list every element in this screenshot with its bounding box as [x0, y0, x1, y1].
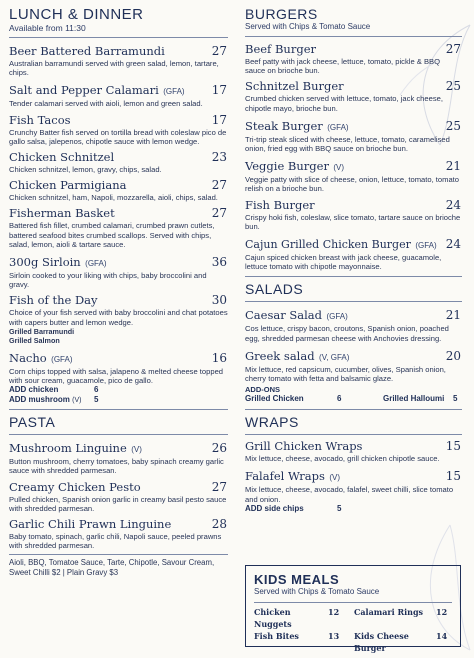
menu-item: [9, 517, 228, 550]
item-description: Chicken schnitzel, ham, Napoli, mozzarella, aioli, chips, salad.: [9, 193, 218, 203]
right-column: [245, 6, 462, 514]
add-on-name: ADD chicken: [9, 385, 59, 395]
menu-item: [9, 44, 228, 77]
add-on-name: ADD mushroom: [9, 395, 70, 405]
item-name: Veggie Burger: [245, 159, 329, 174]
addons-row: [245, 394, 462, 404]
menu-item: [245, 79, 462, 112]
item-price: 21: [445, 308, 461, 323]
item-tag: (V): [329, 473, 341, 483]
item-name: Chicken Parmigiana: [9, 178, 127, 193]
item-description: Australian barramundi served with green salad, lemon, tartare, chips.: [9, 59, 219, 78]
item-description: Baby tomato, spinach, garlic chili, Napoli sauce, peeled prawns with shredded parmesan.: [9, 532, 222, 551]
add-on-row: [245, 504, 462, 514]
burgers-subtitle: Served with Chips & Tomato Sauce: [245, 22, 371, 31]
sauces-note: Aioli, BBQ, Tomatoe Sauce, Tarte, Chipotle, Savour Cream, Sweet Chilli $2 | Plain Gravy $3: [9, 558, 215, 577]
item-name: Chicken Schnitzel: [9, 150, 115, 165]
section-divider: [245, 434, 462, 435]
item-name: Fisherman Basket: [9, 206, 115, 221]
item-tag: (V, GFA): [319, 352, 350, 362]
fish-option: Grilled Salmon: [9, 335, 60, 345]
item-name: Creamy Chicken Pesto: [9, 479, 141, 494]
item-name: Falafel Wraps: [245, 469, 325, 484]
section-divider: [9, 37, 228, 38]
item-price: 27: [211, 479, 227, 494]
section-divider: [9, 554, 228, 555]
item-price: 15: [445, 439, 461, 454]
kids-item-name: Calamari Rings: [354, 607, 424, 617]
kids-item-price: 14: [436, 631, 448, 641]
item-price: 26: [211, 441, 227, 456]
kids-item-price: 12: [436, 607, 448, 617]
menu-item: [245, 306, 462, 342]
kids-item-price: 13: [328, 631, 340, 641]
item-description: Crumbed chicken served with lettuce, tomato, jack cheese, chipotle mayo, brioche bun.: [245, 94, 443, 113]
kids-meals-box: [245, 565, 461, 653]
item-price: 24: [445, 197, 461, 212]
item-price: 25: [445, 118, 461, 133]
add-on-name: ADD side chips: [245, 503, 304, 513]
item-name: Beef Burger: [245, 42, 316, 56]
item-price: 17: [211, 83, 227, 98]
item-tag: (V): [333, 163, 345, 173]
item-description: Cos lettuce, crispy bacon, croutons, Spanish onion, poached egg, shredded parmesan cheese with Anchovies dressing.: [245, 324, 449, 343]
item-tag: (GFA): [415, 241, 437, 251]
item-price: 27: [211, 178, 227, 193]
item-price: 30: [211, 293, 227, 308]
burgers-title: BURGERS: [245, 6, 318, 22]
menu-item: [9, 206, 228, 249]
menu-item: [245, 157, 462, 193]
item-tag: (GFA): [163, 87, 185, 97]
fish-option: Grilled Barramundi: [9, 326, 75, 336]
item-description: Choice of your fish served with baby broccolini and chat potatoes with capers butter and lemon wedge.: [9, 308, 228, 327]
kids-item-name: Chicken Nuggets: [254, 607, 292, 629]
item-description: Crispy hoki fish, coleslaw, slice tomato, tartare sauce on brioche bun.: [245, 212, 461, 231]
item-price: 27: [211, 44, 227, 58]
item-price: 36: [211, 255, 227, 270]
kids-item-price: 12: [328, 607, 340, 617]
menu-item: [9, 150, 228, 174]
add-on-row: [9, 385, 228, 395]
item-description: Tender calamari served with aioli, lemon and green salad.: [9, 99, 203, 109]
kids-item-name: Kids Cheese Burger: [354, 631, 409, 653]
item-tag: (GFA): [327, 122, 349, 132]
item-price: 24: [445, 237, 461, 252]
item-description: Button mushroom, cherry tomatoes, baby spinach creamy garlic sauce with shredded parmesan.: [9, 457, 224, 476]
item-description: Cajun spiced chicken breast with jack cheese, guacamole, lettuce tomato with chipotle mayonnaise.: [245, 253, 442, 272]
item-name: Nacho: [9, 350, 47, 365]
menu-item: [245, 439, 462, 463]
kids-row: [254, 630, 452, 654]
kids-item-name: Fish Bites: [254, 631, 299, 641]
kids-meals-subtitle: Served with Chips & Tomato Sauce: [254, 587, 380, 596]
item-name: Beer Battered Barramundi: [9, 44, 165, 58]
menu-item: [9, 178, 228, 202]
item-description: Pulled chicken, Spanish onion garlic in creamy basil pesto sauce with shredded parmesan.: [9, 494, 227, 513]
item-name: Fish Burger: [245, 197, 315, 212]
menu-item: [9, 253, 228, 289]
item-tag: (GFA): [51, 354, 73, 364]
item-description: Chicken schnitzel, lemon, gravy, chips, salad.: [9, 165, 162, 175]
item-price: 27: [445, 42, 461, 56]
item-description: Mix lettuce, red capsicum, cucumber, olives, Spanish onion, cherry tomato with fetta and balsamic glaze.: [245, 364, 446, 384]
item-tag: (V): [131, 445, 142, 455]
lunch-dinner-subtitle: Available from 11:30: [9, 23, 86, 33]
item-tag: (GFA): [326, 312, 348, 322]
addon-price: 6: [337, 394, 342, 404]
lunch-dinner-title: LUNCH & DINNER: [9, 6, 144, 23]
item-name: Steak Burger: [245, 118, 323, 133]
section-divider: [245, 36, 462, 37]
menu-item: [245, 347, 462, 404]
item-name: Fish Tacos: [9, 112, 71, 127]
item-price: 25: [445, 79, 461, 94]
left-column: [9, 6, 228, 577]
item-price: 23: [211, 150, 227, 165]
item-description: Corn chips topped with salsa, jalapeno & melted cheese topped with sour cream, guacamole, pico de gallo.: [9, 366, 224, 386]
item-name: Garlic Chili Prawn Linguine: [9, 517, 172, 532]
item-price: 15: [445, 469, 461, 484]
addon-name: Grilled Halloumi: [383, 394, 445, 404]
add-on-row: [9, 395, 228, 406]
item-price: 17: [211, 112, 227, 127]
item-description: Beef patty with jack cheese, lettuce, tomato, pickle & BBQ sauce on brioche bun.: [245, 57, 441, 76]
section-divider: [245, 409, 462, 410]
kids-meals-grid: [254, 602, 452, 654]
menu-item: [9, 349, 228, 406]
section-divider: [245, 301, 462, 302]
item-price: 28: [211, 517, 227, 532]
pasta-title: PASTA: [9, 414, 56, 431]
menu-item: [9, 81, 228, 108]
section-divider: [245, 276, 462, 277]
menu-item: [9, 480, 228, 513]
item-name: Salt and Pepper Calamari: [9, 83, 159, 98]
item-description: Tri-trip steak sliced with cheese, lettuce, tomato, caramelised onion, fried egg with BBQ sauce on brioche bun.: [245, 134, 450, 154]
item-description: Battered fish fillet, crumbed calamari, crumbed prawn cutlets, battered seafood bites crumbed scallops. Served with chips, salad, lemon, aioli & tartare sauce.: [9, 221, 215, 249]
item-tag: (GFA): [85, 259, 107, 269]
menu-item: [9, 293, 228, 344]
menu-item: [245, 235, 462, 271]
menu-item: [245, 42, 462, 75]
menu-item: [9, 439, 228, 475]
item-name: Cajun Grilled Chicken Burger: [245, 238, 411, 252]
item-description: Veggie patty with slice of cheese, onion, lettuce, tomato, tomato relish on a brioche bun.: [245, 175, 460, 194]
item-name: Fish of the Day: [9, 293, 98, 308]
item-name: Schnitzel Burger: [245, 79, 344, 94]
salads-title: SALADS: [245, 281, 304, 298]
addon-name: Grilled Chicken: [245, 394, 304, 404]
item-description: Sirloin cooked to your liking with chips, baby broccolini and gravy.: [9, 271, 207, 290]
item-name: Mushroom Linguine: [9, 441, 127, 456]
item-description: Mix lettuce, cheese, avocado, grill chicken chipotle sauce.: [245, 454, 440, 464]
kids-meals-title: KIDS MEALS: [254, 572, 340, 587]
section-divider: [9, 409, 228, 410]
addon-price: 5: [453, 394, 458, 404]
item-price: 16: [211, 350, 227, 365]
add-on-price: 6: [94, 385, 99, 395]
wraps-title: WRAPS: [245, 414, 299, 431]
kids-row: [254, 606, 452, 630]
item-description: Crunchy Batter fish served on tortilla bread with coleslaw pico de gallo salsa, jalepenos, chipotle sauce with lemon wedge.: [9, 127, 227, 146]
menu-item: [9, 113, 228, 146]
item-price: 20: [445, 348, 461, 363]
add-on-price: 5: [94, 395, 99, 405]
item-price: 27: [211, 206, 227, 221]
item-name: Greek salad: [245, 348, 315, 363]
menu-item: [245, 117, 462, 153]
item-name: Grill Chicken Wraps: [245, 439, 363, 454]
section-divider: [9, 434, 228, 435]
menu-item: [245, 467, 462, 513]
item-description: Mix lettuce, cheese, avocado, falafel, sweet chilli, slice tomato and onion.: [245, 485, 454, 504]
item-price: 21: [445, 159, 461, 174]
addons-label: ADD-ONS: [245, 385, 280, 395]
add-on-price: 5: [337, 503, 342, 513]
menu-item: [245, 198, 462, 231]
item-name: 300g Sirloin: [9, 255, 81, 270]
add-on-tag: (V): [72, 397, 82, 405]
item-name: Caesar Salad: [245, 308, 323, 323]
